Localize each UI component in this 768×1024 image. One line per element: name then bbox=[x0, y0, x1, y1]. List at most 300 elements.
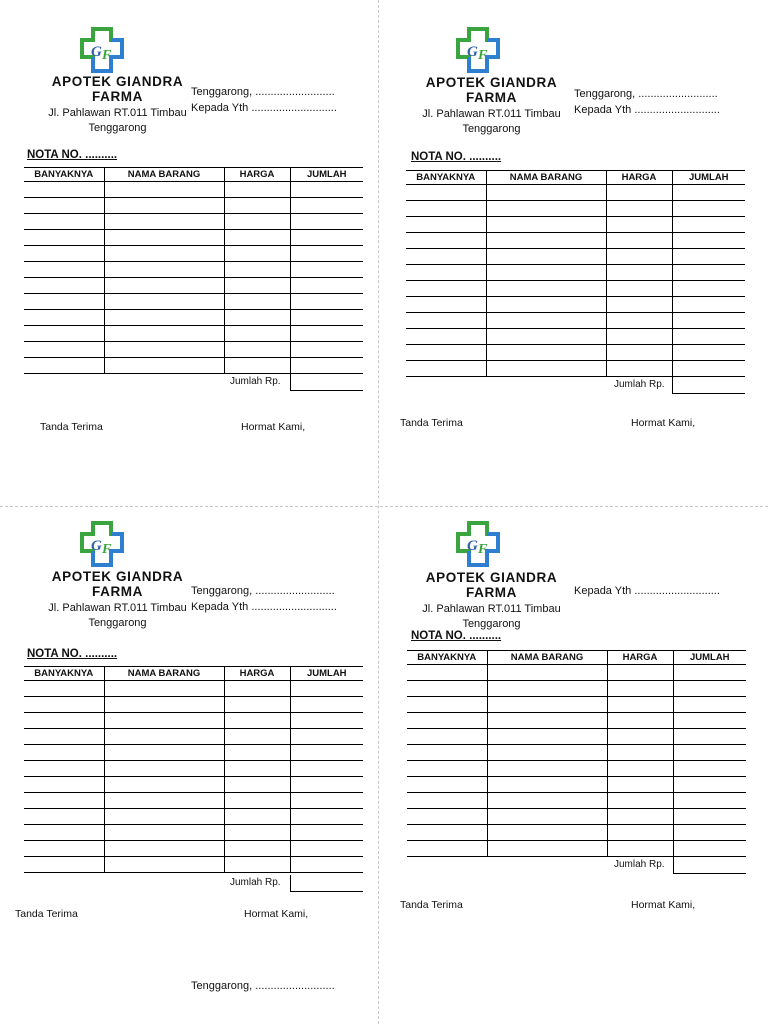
table-row bbox=[24, 841, 363, 857]
shop-name: APOTEK GIANDRA FARMA bbox=[51, 74, 184, 104]
table-cell bbox=[672, 281, 745, 297]
column-header-quantity: BANYAKNYA bbox=[406, 171, 486, 185]
table-row bbox=[406, 297, 745, 313]
table-cell bbox=[607, 745, 673, 761]
table-row bbox=[407, 745, 746, 761]
pharmacy-logo-icon bbox=[76, 520, 128, 568]
table-cell bbox=[406, 217, 486, 233]
table-cell bbox=[104, 857, 224, 873]
table-cell bbox=[407, 745, 487, 761]
table-row bbox=[406, 217, 745, 233]
table-cell bbox=[487, 729, 607, 745]
table-cell bbox=[104, 182, 224, 198]
table-cell bbox=[104, 825, 224, 841]
recipient-field: Kepada Yth ............................ bbox=[191, 601, 337, 613]
table-cell bbox=[606, 329, 672, 345]
table-cell bbox=[24, 745, 104, 761]
table-cell bbox=[486, 297, 606, 313]
table-cell bbox=[104, 841, 224, 857]
sender-signature-label: Hormat Kami, bbox=[244, 908, 309, 920]
table-cell bbox=[104, 294, 224, 310]
sender-signature-label: Hormat Kami, bbox=[631, 417, 696, 429]
table-row bbox=[407, 825, 746, 841]
total-label: Jumlah Rp. bbox=[230, 877, 281, 888]
table-cell bbox=[487, 841, 607, 857]
items-table bbox=[406, 170, 745, 377]
table-cell bbox=[606, 345, 672, 361]
table-cell bbox=[487, 745, 607, 761]
table-cell bbox=[290, 697, 363, 713]
table-cell bbox=[607, 713, 673, 729]
table-row bbox=[24, 809, 363, 825]
table-cell bbox=[104, 262, 224, 278]
table-cell bbox=[104, 326, 224, 342]
table-cell bbox=[224, 326, 290, 342]
table-row bbox=[24, 857, 363, 873]
recipient-field: Kepada Yth ............................ bbox=[574, 585, 720, 597]
header-fields bbox=[574, 583, 720, 599]
table-row bbox=[406, 201, 745, 217]
table-cell bbox=[290, 729, 363, 745]
table-cell bbox=[486, 185, 606, 201]
table-cell bbox=[104, 214, 224, 230]
table-cell bbox=[104, 809, 224, 825]
table-cell bbox=[24, 182, 104, 198]
column-header-item-name: NAMA BARANG bbox=[104, 667, 224, 681]
table-cell bbox=[24, 729, 104, 745]
stray-footer-date: Tenggarong, .......................... bbox=[191, 980, 335, 992]
table-row bbox=[406, 313, 745, 329]
table-cell bbox=[24, 230, 104, 246]
table-row bbox=[24, 230, 363, 246]
shop-name: APOTEK GIANDRA FARMA bbox=[425, 570, 558, 600]
table-cell bbox=[104, 777, 224, 793]
table-cell bbox=[406, 313, 486, 329]
table-cell bbox=[24, 777, 104, 793]
column-header-quantity: BANYAKNYA bbox=[24, 667, 104, 681]
table-row bbox=[407, 761, 746, 777]
receipt-2 bbox=[382, 0, 752, 500]
table-cell bbox=[606, 281, 672, 297]
table-cell bbox=[24, 326, 104, 342]
table-cell bbox=[24, 214, 104, 230]
table-cell bbox=[673, 713, 746, 729]
table-cell bbox=[406, 281, 486, 297]
table-cell bbox=[606, 185, 672, 201]
table-cell bbox=[486, 217, 606, 233]
table-cell bbox=[606, 313, 672, 329]
table-cell bbox=[224, 262, 290, 278]
table-row bbox=[24, 262, 363, 278]
table-cell bbox=[606, 249, 672, 265]
table-cell bbox=[224, 182, 290, 198]
column-header-quantity: BANYAKNYA bbox=[407, 651, 487, 665]
table-cell bbox=[290, 713, 363, 729]
table-row bbox=[406, 265, 745, 281]
table-cell bbox=[486, 265, 606, 281]
table-cell bbox=[290, 745, 363, 761]
table-cell bbox=[104, 358, 224, 374]
header-fields bbox=[191, 583, 337, 615]
table-cell bbox=[290, 230, 363, 246]
table-cell bbox=[406, 233, 486, 249]
table-row bbox=[24, 729, 363, 745]
receipt-1 bbox=[4, 0, 374, 500]
table-cell bbox=[290, 326, 363, 342]
table-cell bbox=[487, 793, 607, 809]
table-cell bbox=[487, 681, 607, 697]
table-row bbox=[406, 249, 745, 265]
column-header-amount: JUMLAH bbox=[672, 171, 745, 185]
table-cell bbox=[407, 825, 487, 841]
table-cell bbox=[290, 342, 363, 358]
shop-name: APOTEK GIANDRA FARMA bbox=[425, 75, 558, 105]
total-amount-box bbox=[673, 857, 746, 874]
total-amount-box bbox=[290, 875, 363, 892]
receipt-4 bbox=[382, 507, 752, 1007]
table-cell bbox=[487, 665, 607, 681]
header-fields bbox=[191, 84, 337, 116]
column-header-quantity: BANYAKNYA bbox=[24, 168, 104, 182]
table-cell bbox=[486, 201, 606, 217]
nota-number: NOTA NO. .......... bbox=[411, 630, 502, 642]
shop-address: Jl. Pahlawan RT.011 Timbau Tenggarong bbox=[422, 108, 561, 135]
table-cell bbox=[606, 361, 672, 377]
table-cell bbox=[606, 217, 672, 233]
table-row bbox=[24, 294, 363, 310]
svg-text:F: F bbox=[478, 48, 488, 63]
table-cell bbox=[606, 265, 672, 281]
table-row bbox=[406, 329, 745, 345]
header-fields bbox=[574, 86, 720, 118]
table-cell bbox=[24, 246, 104, 262]
place-date-field: Tenggarong, .......................... bbox=[191, 585, 335, 597]
receiver-signature-label: Tanda Terima bbox=[15, 908, 78, 920]
total-amount-box bbox=[290, 374, 363, 391]
table-cell bbox=[290, 198, 363, 214]
table-cell bbox=[487, 777, 607, 793]
table-cell bbox=[224, 198, 290, 214]
column-header-item-name: NAMA BARANG bbox=[104, 168, 224, 182]
table-row bbox=[407, 777, 746, 793]
table-cell bbox=[224, 713, 290, 729]
table-cell bbox=[407, 793, 487, 809]
table-row bbox=[406, 185, 745, 201]
table-cell bbox=[290, 262, 363, 278]
table-cell bbox=[406, 329, 486, 345]
receipt-3 bbox=[4, 507, 374, 1007]
table-cell bbox=[224, 825, 290, 841]
column-header-price: HARGA bbox=[606, 171, 672, 185]
table-cell bbox=[672, 361, 745, 377]
table-cell bbox=[407, 809, 487, 825]
table-cell bbox=[407, 761, 487, 777]
table-cell bbox=[290, 809, 363, 825]
table-cell bbox=[607, 793, 673, 809]
shop-address: Jl. Pahlawan RT.011 Timbau Tenggarong bbox=[48, 602, 187, 629]
table-cell bbox=[224, 793, 290, 809]
nota-number: NOTA NO. .......... bbox=[27, 149, 118, 161]
table-cell bbox=[104, 713, 224, 729]
total-label: Jumlah Rp. bbox=[614, 859, 665, 870]
table-cell bbox=[407, 665, 487, 681]
table-cell bbox=[290, 761, 363, 777]
table-cell bbox=[607, 761, 673, 777]
table-row bbox=[407, 713, 746, 729]
table-row bbox=[406, 345, 745, 361]
table-cell bbox=[673, 697, 746, 713]
table-row bbox=[24, 713, 363, 729]
table-cell bbox=[673, 809, 746, 825]
table-cell bbox=[407, 841, 487, 857]
table-cell bbox=[290, 214, 363, 230]
recipient-field: Kepada Yth ............................ bbox=[191, 102, 337, 114]
sender-signature-label: Hormat Kami, bbox=[241, 421, 306, 433]
table-cell bbox=[606, 297, 672, 313]
table-cell bbox=[104, 246, 224, 262]
table-cell bbox=[224, 857, 290, 873]
table-cell bbox=[224, 697, 290, 713]
column-header-amount: JUMLAH bbox=[673, 651, 746, 665]
table-cell bbox=[104, 230, 224, 246]
svg-text:G: G bbox=[91, 538, 102, 554]
table-row bbox=[24, 214, 363, 230]
table-cell bbox=[607, 665, 673, 681]
table-cell bbox=[224, 294, 290, 310]
table-row bbox=[24, 761, 363, 777]
table-cell bbox=[406, 249, 486, 265]
table-cell bbox=[407, 681, 487, 697]
table-cell bbox=[486, 313, 606, 329]
table-cell bbox=[24, 697, 104, 713]
table-cell bbox=[673, 841, 746, 857]
nota-number: NOTA NO. .......... bbox=[411, 151, 502, 163]
table-cell bbox=[673, 825, 746, 841]
table-cell bbox=[673, 665, 746, 681]
table-row bbox=[406, 233, 745, 249]
table-cell bbox=[406, 297, 486, 313]
table-cell bbox=[406, 345, 486, 361]
pharmacy-logo-icon bbox=[452, 520, 504, 568]
table-cell bbox=[224, 214, 290, 230]
table-cell bbox=[407, 729, 487, 745]
sender-signature-label: Hormat Kami, bbox=[631, 899, 696, 911]
table-cell bbox=[606, 201, 672, 217]
table-cell bbox=[486, 361, 606, 377]
receiver-signature-label: Tanda Terima bbox=[400, 417, 463, 429]
table-row bbox=[24, 246, 363, 262]
table-cell bbox=[24, 681, 104, 697]
table-cell bbox=[290, 793, 363, 809]
table-cell bbox=[290, 246, 363, 262]
pharmacy-logo-icon bbox=[76, 26, 128, 74]
table-cell bbox=[224, 777, 290, 793]
table-cell bbox=[607, 697, 673, 713]
table-cell bbox=[224, 681, 290, 697]
table-cell bbox=[487, 761, 607, 777]
table-cell bbox=[224, 841, 290, 857]
table-cell bbox=[607, 825, 673, 841]
shop-address: Jl. Pahlawan RT.011 Timbau Tenggarong bbox=[48, 107, 187, 134]
table-row bbox=[407, 793, 746, 809]
recipient-field: Kepada Yth ............................ bbox=[574, 104, 720, 116]
column-header-amount: JUMLAH bbox=[290, 168, 363, 182]
table-cell bbox=[24, 793, 104, 809]
table-row bbox=[24, 326, 363, 342]
table-row bbox=[24, 278, 363, 294]
table-row bbox=[407, 809, 746, 825]
table-cell bbox=[607, 729, 673, 745]
table-row bbox=[24, 825, 363, 841]
table-cell bbox=[104, 310, 224, 326]
place-date-field: Tenggarong, .......................... bbox=[191, 86, 335, 98]
table-cell bbox=[104, 681, 224, 697]
table-row bbox=[407, 729, 746, 745]
table-cell bbox=[607, 809, 673, 825]
table-cell bbox=[673, 777, 746, 793]
table-row bbox=[407, 665, 746, 681]
table-cell bbox=[24, 262, 104, 278]
table-cell bbox=[224, 278, 290, 294]
column-header-amount: JUMLAH bbox=[290, 667, 363, 681]
table-cell bbox=[24, 809, 104, 825]
table-cell bbox=[486, 249, 606, 265]
column-header-price: HARGA bbox=[607, 651, 673, 665]
table-cell bbox=[24, 278, 104, 294]
table-row bbox=[24, 681, 363, 697]
table-cell bbox=[224, 358, 290, 374]
table-cell bbox=[672, 313, 745, 329]
table-cell bbox=[24, 713, 104, 729]
table-row bbox=[24, 777, 363, 793]
table-cell bbox=[290, 857, 363, 873]
table-cell bbox=[672, 297, 745, 313]
table-cell bbox=[24, 761, 104, 777]
table-cell bbox=[406, 361, 486, 377]
pharmacy-logo-icon bbox=[452, 26, 504, 74]
table-cell bbox=[290, 310, 363, 326]
svg-text:G: G bbox=[91, 44, 102, 60]
table-row bbox=[407, 681, 746, 697]
vertical-cut-line bbox=[378, 0, 379, 1024]
table-row bbox=[24, 358, 363, 374]
receiver-signature-label: Tanda Terima bbox=[400, 899, 463, 911]
table-cell bbox=[407, 777, 487, 793]
table-cell bbox=[672, 329, 745, 345]
table-cell bbox=[224, 342, 290, 358]
items-table bbox=[407, 650, 746, 857]
column-header-item-name: NAMA BARANG bbox=[486, 171, 606, 185]
table-cell bbox=[673, 729, 746, 745]
table-cell bbox=[486, 329, 606, 345]
table-cell bbox=[406, 201, 486, 217]
table-cell bbox=[290, 841, 363, 857]
items-table bbox=[24, 167, 363, 374]
table-cell bbox=[673, 793, 746, 809]
table-cell bbox=[24, 310, 104, 326]
table-cell bbox=[290, 278, 363, 294]
items-table bbox=[24, 666, 363, 873]
table-cell bbox=[672, 345, 745, 361]
table-cell bbox=[24, 857, 104, 873]
table-cell bbox=[486, 233, 606, 249]
table-cell bbox=[672, 265, 745, 281]
table-cell bbox=[407, 713, 487, 729]
table-cell bbox=[224, 745, 290, 761]
table-cell bbox=[24, 198, 104, 214]
table-cell bbox=[224, 310, 290, 326]
table-row bbox=[24, 198, 363, 214]
column-header-item-name: NAMA BARANG bbox=[487, 651, 607, 665]
table-cell bbox=[486, 345, 606, 361]
table-cell bbox=[487, 825, 607, 841]
table-cell bbox=[104, 729, 224, 745]
table-cell bbox=[673, 681, 746, 697]
table-cell bbox=[406, 265, 486, 281]
column-header-price: HARGA bbox=[224, 168, 290, 182]
svg-text:G: G bbox=[467, 44, 478, 60]
table-row bbox=[407, 697, 746, 713]
table-cell bbox=[24, 358, 104, 374]
table-cell bbox=[672, 249, 745, 265]
table-cell bbox=[290, 294, 363, 310]
table-row bbox=[24, 745, 363, 761]
table-row bbox=[24, 342, 363, 358]
shop-name: APOTEK GIANDRA FARMA bbox=[51, 569, 184, 599]
table-cell bbox=[290, 358, 363, 374]
table-cell bbox=[104, 697, 224, 713]
svg-text:G: G bbox=[467, 538, 478, 554]
total-label: Jumlah Rp. bbox=[230, 376, 281, 387]
table-cell bbox=[673, 745, 746, 761]
table-cell bbox=[607, 777, 673, 793]
place-date-field: Tenggarong, .......................... bbox=[574, 88, 718, 100]
table-cell bbox=[224, 761, 290, 777]
table-cell bbox=[24, 841, 104, 857]
table-cell bbox=[290, 825, 363, 841]
total-label: Jumlah Rp. bbox=[614, 379, 665, 390]
table-cell bbox=[407, 697, 487, 713]
table-cell bbox=[406, 185, 486, 201]
table-cell bbox=[672, 217, 745, 233]
table-cell bbox=[24, 825, 104, 841]
table-cell bbox=[672, 185, 745, 201]
table-cell bbox=[486, 281, 606, 297]
table-cell bbox=[606, 233, 672, 249]
receiver-signature-label: Tanda Terima bbox=[40, 421, 103, 433]
table-cell bbox=[487, 697, 607, 713]
table-cell bbox=[104, 342, 224, 358]
table-cell bbox=[224, 729, 290, 745]
table-cell bbox=[224, 230, 290, 246]
table-cell bbox=[290, 777, 363, 793]
table-cell bbox=[487, 713, 607, 729]
column-header-price: HARGA bbox=[224, 667, 290, 681]
table-cell bbox=[104, 793, 224, 809]
table-row bbox=[24, 182, 363, 198]
table-row bbox=[406, 281, 745, 297]
table-cell bbox=[104, 278, 224, 294]
table-cell bbox=[607, 681, 673, 697]
svg-text:F: F bbox=[102, 542, 112, 557]
table-row bbox=[406, 361, 745, 377]
table-cell bbox=[104, 761, 224, 777]
table-cell bbox=[104, 745, 224, 761]
svg-text:F: F bbox=[102, 48, 112, 63]
table-cell bbox=[290, 182, 363, 198]
table-cell bbox=[224, 809, 290, 825]
table-row bbox=[24, 793, 363, 809]
